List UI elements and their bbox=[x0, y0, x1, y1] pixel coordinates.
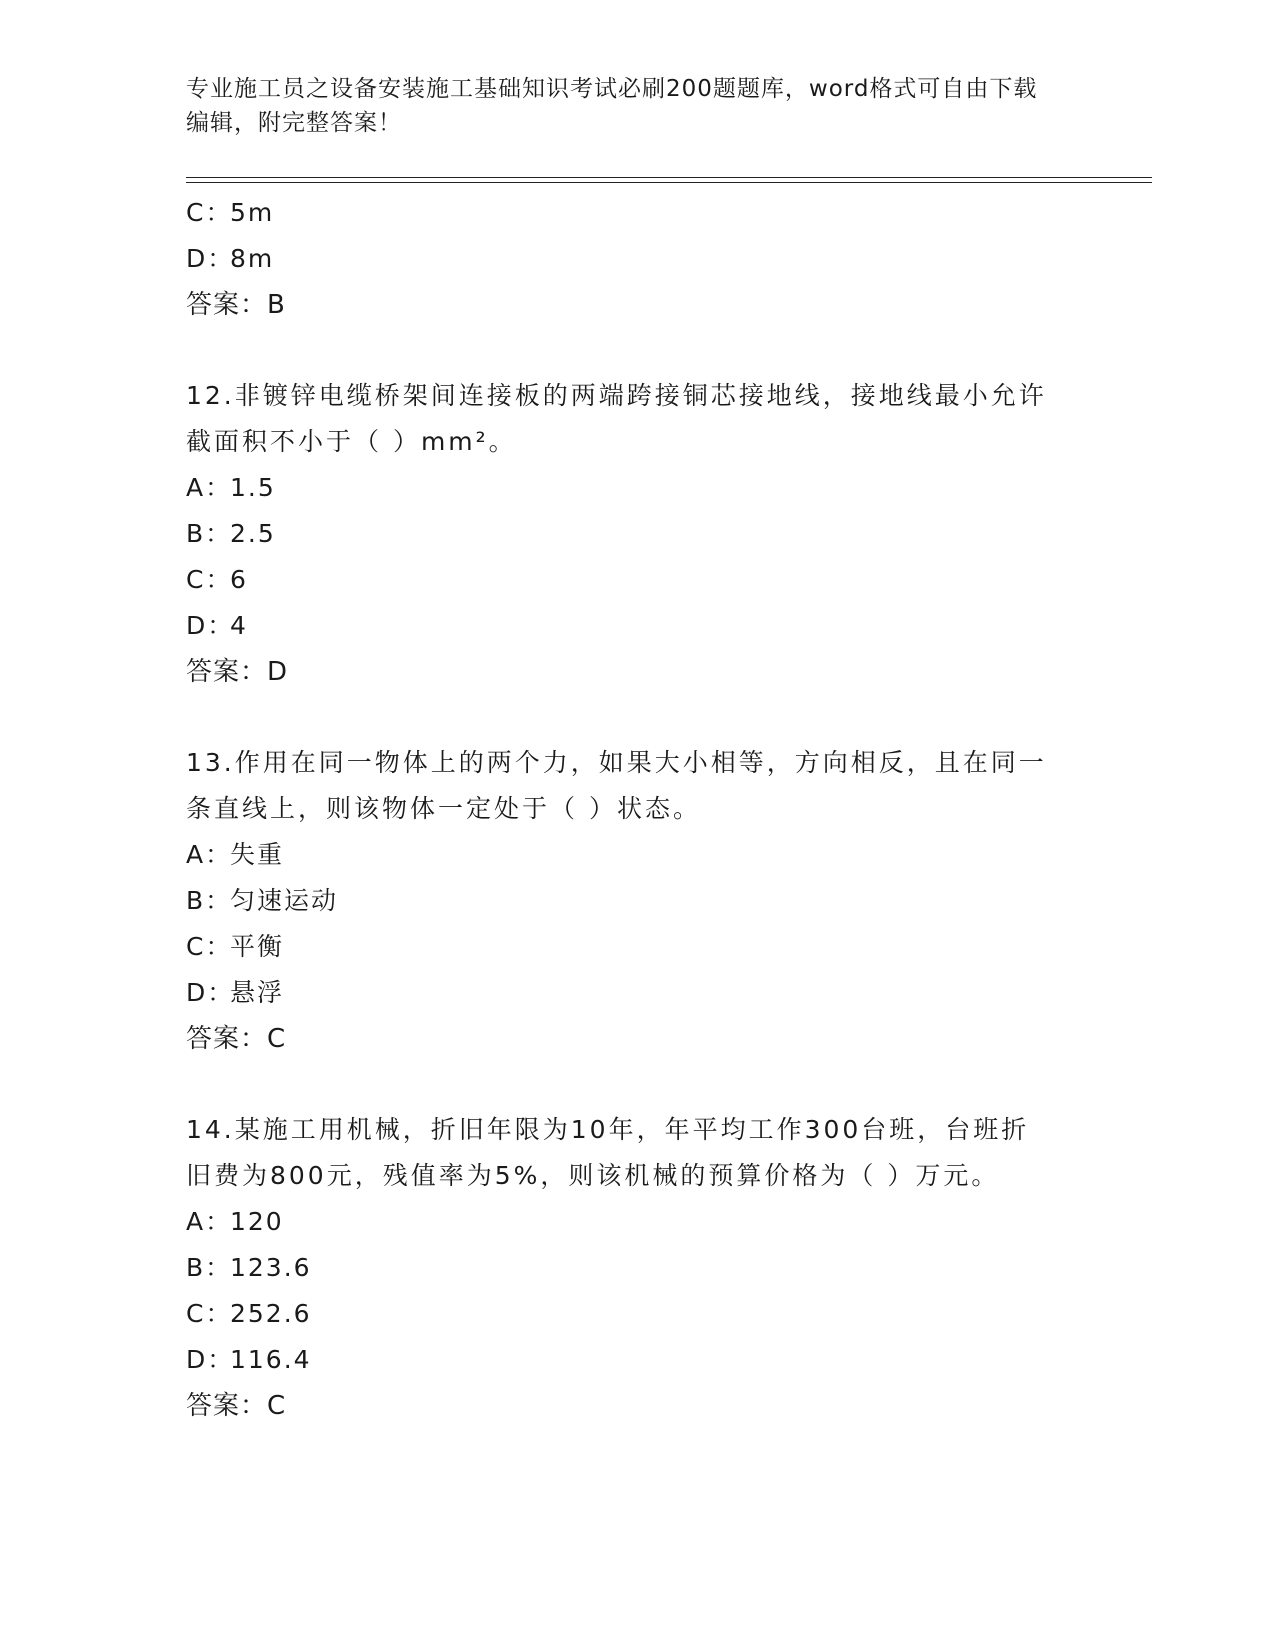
question-stem-line-1: 14.某施工用机械，折旧年限为10年，年平均工作300台班，台班折 bbox=[186, 1115, 1030, 1144]
question-stem-line-1: 12.非镀锌电缆桥架间连接板的两端跨接铜芯接地线，接地线最小允许 bbox=[186, 381, 1047, 410]
option-prefix: C： bbox=[186, 932, 233, 961]
answer-line: 答案：B bbox=[186, 290, 286, 320]
option-d bbox=[186, 603, 1086, 649]
option-prefix: D： bbox=[186, 978, 235, 1007]
spacer bbox=[186, 1062, 1086, 1107]
option-text: 252.6 bbox=[230, 1299, 312, 1328]
option-prefix: A： bbox=[186, 1207, 233, 1236]
header-title-line-2: 编辑，附完整答案！ bbox=[186, 110, 402, 136]
option-prefix: C： bbox=[186, 565, 233, 594]
option-a bbox=[186, 832, 1086, 878]
header-divider-top bbox=[186, 177, 1152, 178]
option-text: 120 bbox=[230, 1207, 284, 1236]
header-title-line-1: 专业施工员之设备安装施工基础知识考试必刷200题题库，word格式可自由下载 bbox=[186, 76, 1038, 102]
option-text: 1.5 bbox=[230, 473, 276, 502]
option-text: 116.4 bbox=[230, 1345, 312, 1374]
option-prefix: D： bbox=[186, 1345, 235, 1374]
option-prefix: D： bbox=[186, 611, 235, 640]
question-14 bbox=[186, 1107, 1086, 1429]
answer-line: 答案：D bbox=[186, 657, 289, 687]
option-c bbox=[186, 1291, 1086, 1337]
document-header bbox=[186, 72, 1086, 140]
option-prefix: A： bbox=[186, 840, 233, 869]
option-d bbox=[186, 1337, 1086, 1383]
question-12 bbox=[186, 373, 1086, 695]
option-prefix: B： bbox=[186, 886, 233, 915]
option-text: 8m bbox=[230, 244, 275, 273]
option-text: 6 bbox=[230, 565, 248, 594]
option-c bbox=[186, 924, 1086, 970]
answer-line: 答案：C bbox=[186, 1391, 287, 1421]
option-text: 悬浮 bbox=[230, 978, 285, 1007]
option-prefix: C： bbox=[186, 1299, 233, 1328]
question-stem-line-1: 13.作用在同一物体上的两个力，如果大小相等，方向相反，且在同一 bbox=[186, 748, 1047, 777]
option-text: 匀速运动 bbox=[230, 886, 339, 915]
option-text: 2.5 bbox=[230, 519, 276, 548]
question-stem-line-2: 旧费为800元，残值率为5%，则该机械的预算价格为（ ）万元。 bbox=[186, 1161, 1000, 1190]
option-c bbox=[186, 190, 1086, 236]
option-a bbox=[186, 465, 1086, 511]
option-prefix: C： bbox=[186, 198, 233, 227]
option-prefix: A： bbox=[186, 473, 233, 502]
option-prefix: B： bbox=[186, 519, 233, 548]
header-divider-bottom bbox=[186, 182, 1152, 183]
option-prefix: D： bbox=[186, 244, 235, 273]
option-d bbox=[186, 236, 1086, 282]
spacer bbox=[186, 328, 1086, 373]
option-text: 失重 bbox=[230, 840, 285, 869]
option-text: 123.6 bbox=[230, 1253, 312, 1282]
option-b bbox=[186, 511, 1086, 557]
spacer bbox=[186, 695, 1086, 740]
question-11-partial bbox=[186, 190, 1086, 328]
option-text: 5m bbox=[230, 198, 275, 227]
question-list bbox=[186, 190, 1086, 1429]
option-prefix: B： bbox=[186, 1253, 233, 1282]
option-d bbox=[186, 970, 1086, 1016]
option-a bbox=[186, 1199, 1086, 1245]
option-text: 平衡 bbox=[230, 932, 285, 961]
option-b bbox=[186, 1245, 1086, 1291]
answer-line: 答案：C bbox=[186, 1024, 287, 1054]
question-stem-line-2: 条直线上，则该物体一定处于（ ）状态。 bbox=[186, 794, 701, 823]
question-stem-line-2: 截面积不小于（ ）mm²。 bbox=[186, 427, 517, 456]
option-text: 4 bbox=[230, 611, 248, 640]
option-c bbox=[186, 557, 1086, 603]
question-13 bbox=[186, 740, 1086, 1062]
option-b bbox=[186, 878, 1086, 924]
